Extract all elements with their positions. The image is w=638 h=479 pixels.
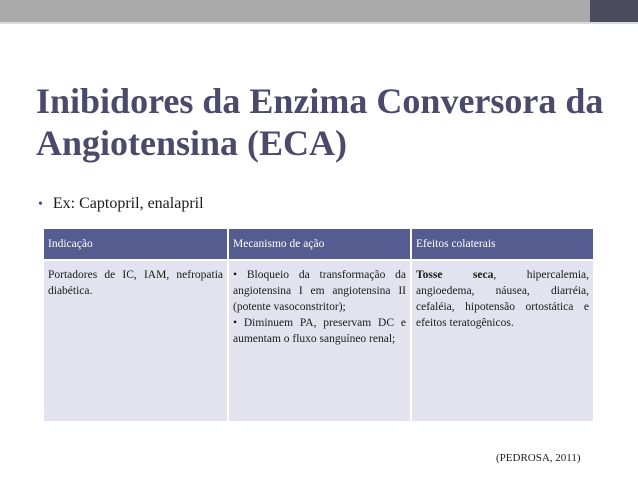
table-row [44,261,593,421]
header-mecanismo: Mecanismo de ação [229,229,410,259]
slide-title: Inibidores da Enzima Conversora da Angiotensina (ECA) [36,81,604,163]
bullet-icon: • [38,197,43,212]
header-divider [0,22,638,24]
header-band-dark [590,0,638,22]
header-band-light [0,0,590,22]
mecanismo-line-1: • Bloqueio da transformação da angiotensina I em angiotensina II (potente vasoconstritor); [233,269,406,313]
cell-mecanismo [229,261,410,421]
bullet-item [38,195,204,213]
mecanismo-line-2: • Diminuem PA, preservam DC e aumentam o fluxo sanguíneo renal; [233,317,406,345]
efeitos-bold: Tosse seca [416,269,494,281]
header-indicacao: Indicação [44,229,227,259]
header-efeitos: Efeitos colaterais [412,229,593,259]
citation: (PEDROSA, 2011) [496,452,581,464]
header-band [0,0,638,22]
cell-efeitos [412,261,593,421]
bullet-text: Ex: Captopril, enalapril [52,195,204,212]
efeitos-rest: , hipercalemia, angioedema, náusea, diarréia, cefaléia, hipotensão ortostática e efeitos teratogênicos. [416,269,589,329]
table-header-row [44,229,593,259]
cell-indicacao: Portadores de IC, IAM, nefropatia diabética. [44,261,227,421]
drug-table [42,227,595,423]
